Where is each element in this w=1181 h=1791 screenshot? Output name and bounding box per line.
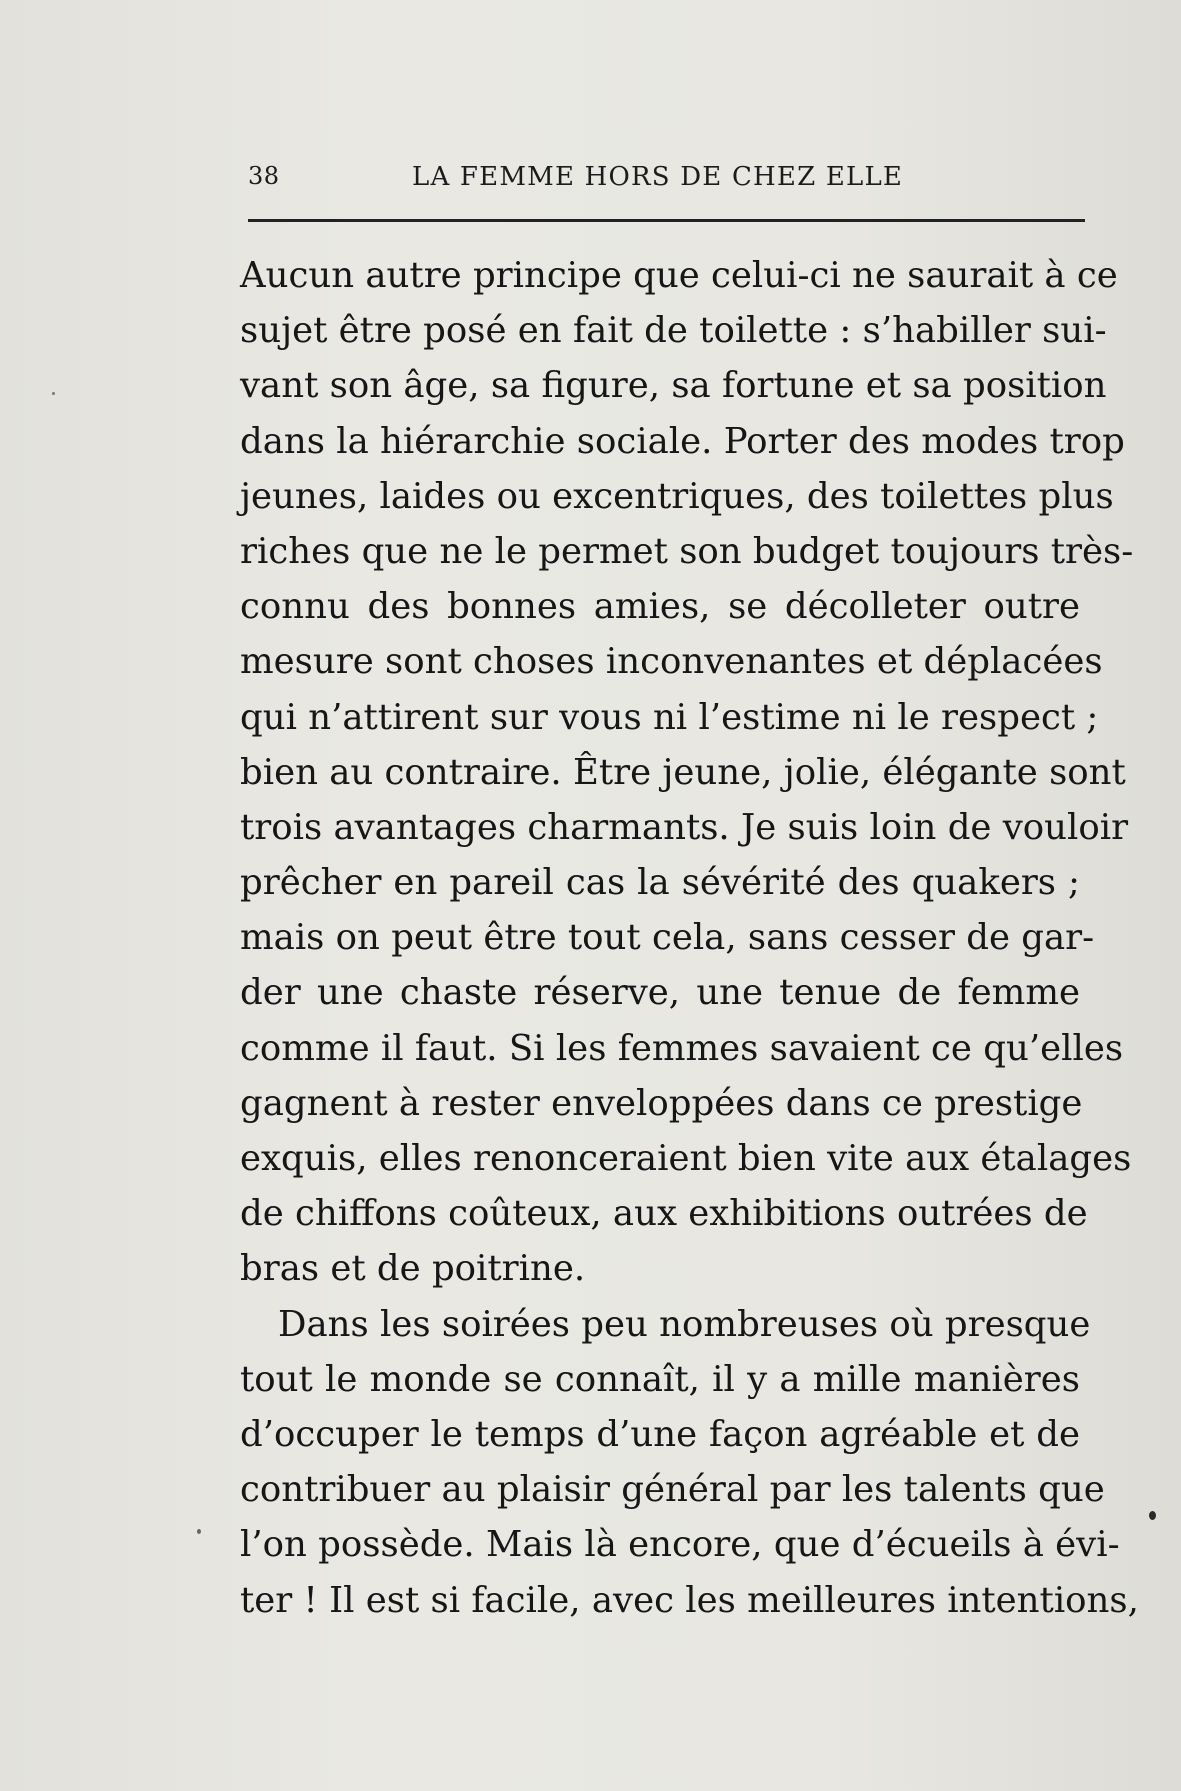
ink-speck (197, 1529, 201, 1534)
text-line: der une chaste réserve, une tenue de femme (240, 972, 1080, 1014)
text-line: Dans les soirées peu nombreuses où presque (278, 1303, 1091, 1345)
text-line: vant son âge, sa figure, sa fortune et sa position (240, 365, 1107, 407)
text-line: de chiffons coûteux, aux exhibitions outrées de (240, 1193, 1088, 1235)
text-line: gagnent à rester enveloppées dans ce prestige (240, 1082, 1083, 1124)
text-line: trois avantages charmants. Je suis loin de vouloir (240, 806, 1129, 848)
text-line: mais on peut être tout cela, sans cesser de gar- (240, 917, 1095, 959)
text-line: dans la hiérarchie sociale. Porter des modes trop (240, 420, 1125, 462)
text-line: bras et de poitrine. (240, 1248, 586, 1290)
text-line: Aucun autre principe que celui-ci ne saurait à ce (240, 255, 1118, 296)
text-line: exquis, elles renonceraient bien vite aux étalages (240, 1138, 1132, 1179)
text-line: riches que ne le permet son budget toujours très- (240, 530, 1134, 572)
text-line: l’on possède. Mais là encore, que d’écueils à évi- (240, 1524, 1120, 1566)
paragraph-2 (240, 1297, 1139, 1628)
text-line: tout le monde se connaît, il y a mille manières (240, 1358, 1080, 1400)
text-line: prêcher en pareil cas la sévérité des quakers ; (240, 862, 1080, 904)
page-number: 38 (248, 162, 280, 190)
ink-speck (1149, 1511, 1156, 1520)
paragraph-1 (240, 248, 1134, 1297)
page-header (248, 158, 1085, 198)
running-title: LA FEMME HORS DE CHEZ ELLE (412, 162, 904, 192)
text-line: ter ! Il est si facile, avec les meilleures intentions, (240, 1579, 1139, 1621)
text-line: bien au contraire. Être jeune, jolie, élégante sont (240, 751, 1126, 793)
text-line: jeunes, laides ou excentriques, des toilettes plus (240, 475, 1114, 517)
ink-speck (52, 392, 55, 395)
text-line: contribuer au plaisir général par les talents que (240, 1469, 1105, 1511)
text-line: mesure sont choses inconvenantes et déplacées (240, 641, 1103, 683)
text-line: sujet être posé en fait de toilette : s’habiller sui- (240, 310, 1107, 352)
text-line: d’occuper le temps d’une façon agréable et de (240, 1413, 1080, 1455)
text-line: qui n’attirent sur vous ni l’estime ni le respect ; (240, 696, 1099, 738)
text-line: comme il faut. Si les femmes savaient ce qu’elles (240, 1027, 1124, 1069)
text-line: connu des bonnes amies, se décolleter outre (240, 586, 1080, 628)
body-text (240, 248, 1139, 1628)
header-rule (248, 219, 1085, 222)
